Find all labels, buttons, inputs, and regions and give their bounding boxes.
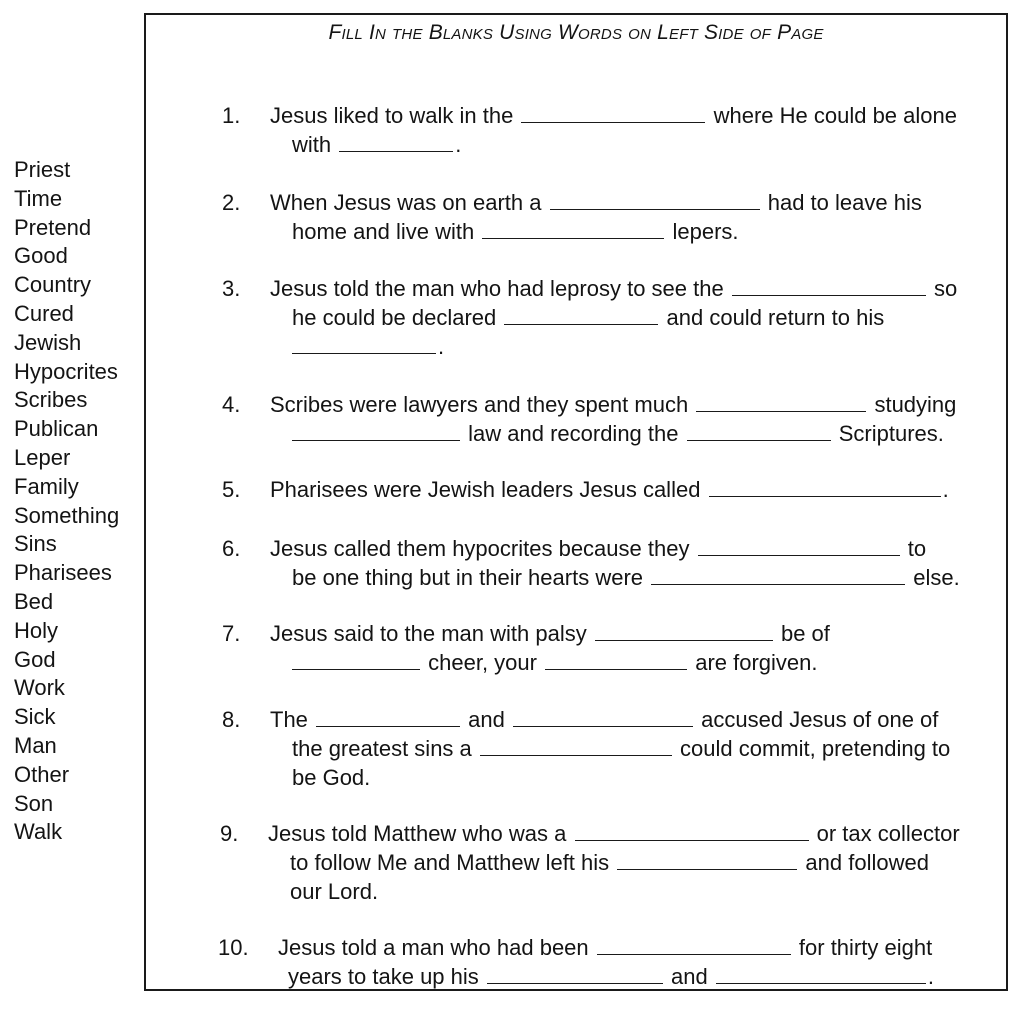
question-text: Jesus told the man who had leprosy to see the (270, 276, 724, 301)
answer-blank[interactable] (339, 150, 453, 152)
question-line (292, 565, 960, 591)
answer-blank[interactable] (575, 839, 809, 841)
answer-blank[interactable] (292, 668, 420, 670)
answer-blank[interactable] (292, 439, 460, 441)
question-number: 2. (222, 190, 241, 215)
question-line (292, 219, 739, 245)
answer-blank[interactable] (696, 410, 866, 412)
question-number: 9. (220, 821, 239, 846)
word-bank-item: Sins (14, 531, 57, 557)
question-line (292, 650, 818, 676)
question-text: and could return to his (666, 305, 885, 330)
question-line (292, 305, 884, 331)
question-text: for thirty eight (798, 935, 933, 960)
answer-blank[interactable] (709, 495, 941, 497)
word-bank-item: Country (14, 272, 92, 298)
answer-blank[interactable] (651, 583, 905, 585)
question-text: . (455, 132, 462, 157)
question-line (292, 736, 950, 762)
word-bank-item: Publican (14, 416, 99, 442)
question-text: accused Jesus of one of (701, 707, 939, 732)
answer-blank[interactable] (545, 668, 687, 670)
question-text: our Lord. (290, 879, 379, 904)
question-text: had to leave his (767, 190, 922, 215)
question-line (270, 190, 922, 216)
question-text: cheer, your (428, 650, 537, 675)
question-text: where He could be alone (713, 103, 957, 128)
answer-blank[interactable] (521, 121, 705, 123)
question-number: 6. (222, 536, 241, 561)
question-number: 10. (218, 935, 249, 960)
word-bank-item: Scribes (14, 387, 88, 413)
question-text: The (270, 707, 308, 732)
worksheet-title: Fill In the Blanks Using Words on Left Side of Page (328, 21, 824, 44)
question-number: 3. (222, 276, 241, 301)
worksheet-frame (144, 13, 1008, 991)
question-line (290, 850, 929, 876)
word-bank-item: Time (14, 185, 63, 211)
question-line (270, 276, 957, 302)
question-text: . (438, 334, 445, 359)
word-bank-item: Cured (14, 300, 74, 326)
question-text: and (671, 964, 708, 989)
answer-blank[interactable] (698, 554, 900, 556)
question-line (270, 621, 830, 647)
question-text: Jesus told Matthew who was a (268, 821, 567, 846)
question-number: 8. (222, 707, 241, 732)
word-bank-item: Other (14, 761, 70, 787)
word-bank-item: Son (14, 790, 54, 816)
question-text: are forgiven. (695, 650, 818, 675)
question-line (292, 132, 461, 158)
question-text: studying (874, 392, 957, 417)
question-text: Jesus called them hypocrites because they (270, 536, 690, 561)
word-bank-item: Priest (14, 157, 71, 182)
answer-blank[interactable] (482, 237, 664, 239)
question-number: 7. (222, 621, 241, 646)
question-line (278, 935, 932, 961)
question-text: . (942, 477, 949, 502)
question-line (270, 103, 957, 129)
question-line (292, 421, 944, 447)
question-line (270, 707, 938, 733)
answer-blank[interactable] (617, 868, 797, 870)
word-bank-item: Good (14, 243, 68, 269)
word-bank-item: Family (14, 473, 79, 499)
question-line (290, 879, 378, 905)
answer-blank[interactable] (687, 439, 831, 441)
word-bank-item: Work (14, 675, 65, 701)
question-line (270, 392, 956, 418)
question-text: and followed (805, 850, 929, 875)
question-text: or tax collector (816, 821, 960, 846)
answer-blank[interactable] (597, 953, 791, 955)
answer-blank[interactable] (487, 982, 663, 984)
question-text: could commit, pretending to (680, 736, 951, 761)
question-text: lepers. (672, 219, 739, 244)
question-text: Jesus told a man who had been (278, 935, 589, 960)
question-line (270, 477, 949, 503)
answer-blank[interactable] (595, 639, 773, 641)
word-bank-item: Leper (14, 444, 71, 470)
question-text: Jesus liked to walk in the (270, 103, 514, 128)
question-text: . (927, 964, 934, 989)
question-line (288, 964, 934, 990)
question-number: 1. (222, 103, 241, 128)
word-bank-item: Sick (14, 704, 56, 730)
question-text: Scriptures. (838, 421, 944, 446)
answer-blank[interactable] (550, 208, 760, 210)
question-line (270, 536, 926, 562)
question-text: Pharisees were Jewish leaders Jesus called (270, 477, 701, 502)
question-text: and (468, 707, 505, 732)
question-text: the greatest sins a (292, 736, 472, 761)
answer-blank[interactable] (732, 294, 926, 296)
word-bank-item: Bed (14, 588, 54, 614)
word-bank-item: Holy (14, 617, 59, 643)
question-text: to (907, 536, 927, 561)
question-number: 4. (222, 392, 241, 417)
word-bank-item: Pretend (14, 214, 92, 240)
answer-blank[interactable] (316, 725, 460, 727)
question-text: be of (780, 621, 830, 646)
answer-blank[interactable] (716, 982, 926, 984)
question-text: be one thing but in their hearts were (292, 565, 644, 590)
answer-blank[interactable] (504, 323, 658, 325)
question-line (292, 334, 444, 360)
question-text: with (292, 132, 332, 157)
question-text: Jesus said to the man with palsy (270, 621, 587, 646)
answer-blank[interactable] (480, 754, 672, 756)
question-text: home and live with (292, 219, 475, 244)
question-line (268, 821, 960, 847)
question-text: When Jesus was on earth a (270, 190, 542, 215)
question-line (292, 765, 370, 791)
word-bank-item: Something (14, 502, 120, 528)
question-text: to follow Me and Matthew left his (290, 850, 610, 875)
question-text: be God. (292, 765, 371, 790)
word-bank-item: Jewish (14, 329, 82, 355)
word-bank-item: Pharisees (14, 560, 112, 586)
answer-blank[interactable] (513, 725, 693, 727)
answer-blank[interactable] (292, 352, 436, 354)
word-bank-item: God (14, 646, 56, 672)
question-text: he could be declared (292, 305, 497, 330)
word-bank (14, 156, 119, 847)
question-text: years to take up his (288, 964, 479, 989)
question-text: so (933, 276, 958, 301)
word-bank-item: Hypocrites (14, 358, 118, 384)
question-number: 5. (222, 477, 241, 502)
question-text: law and recording the (468, 421, 679, 446)
word-bank-item: Man (14, 732, 57, 758)
question-text: Scribes were lawyers and they spent much (270, 392, 689, 417)
word-bank-item: Walk (14, 819, 63, 845)
question-text: else. (913, 565, 960, 590)
